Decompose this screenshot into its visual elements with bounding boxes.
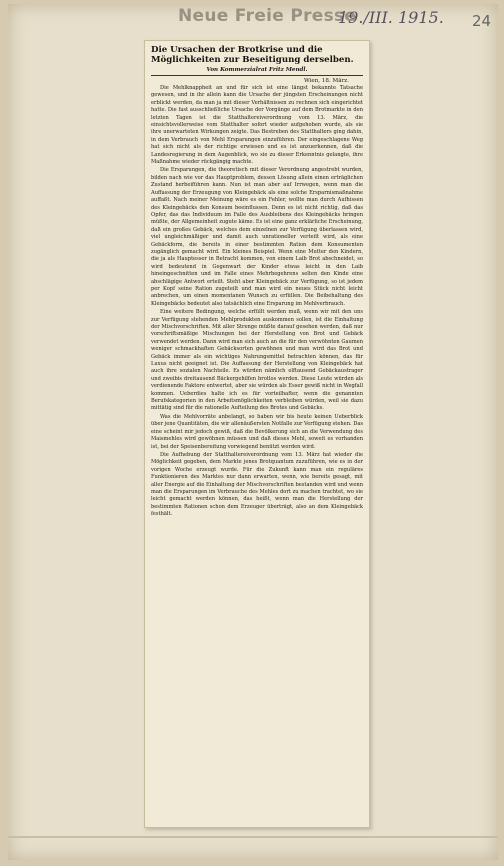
divider [151,75,363,76]
article-paragraph: Die Aufhebung der Statthaltereiverordnung vom 13. März hat wieder die Möglichkeit gegeben, dem Markte jenes Brotquantum zuzuführen, wie es in der vorigen Woche erzeugt wurde. Für die Zukunft kann man ein reguläres Funktionieren des Marktes nur dann erwarten, wenn, wie bereits gesagt, mit aller Energie auf die Einhaltung der Mischvorschriften bestanden wird und wenn man die Ersparungen im Verbrauche des Mehles dort zu machen trachtet, wo sie leicht gemacht werden können, das heißt, wenn man die Herstellung der bestimmten Rationen schon dem Erzeuger überträgt, also an dem Kleingebäck festhält. [151,451,363,518]
article-paragraph: Eine weitere Bedingung, welche erfüllt werden muß, wenn wir mit den uns zur Verfügung stehenden Mehlprodukten auskommen sollen, ist die Einhaltung der Mischvorschriften. Mit aller Strenge müßte darauf gesehen werden, daß nur vorschriftsmäßige Mischungen bei der Herstellung von Brot und Gebäck verwendet werden. Dann wird man sich auch an die für den verwöhnten Gaumen weniger schmackhaften Gebäcksorten gewöhnen und man wird das Brot und Gebäck immer als ein wichtiges Nahrungsmittel betrachten können, das für Luxus nicht geeignet ist. Die Auffassung der Herstellung von Kleingebäck hat auch ihre sozialen Nachteile. Es würden nämlich elftausend Gebäckaustrager und zweibis dreitausend Bäckergehilfen brotlos werden. Diese Leute würden als verdienende Faktore entwertet, aber sie würden als Esser gewiß nicht in Wegfall kommen. Ueberdies halte ich es für vorteilhafter, wenn die genannten Berufskategorien in den Arbeitsmöglichkeiten verbleiben würden, weil sie dazu mittätig sind für die rationelle Aufteilung des Brotes und Gebäcks. [151,309,363,412]
newspaper-clipping [144,40,370,828]
article-paragraph: Was die Mehlvorräte anbelangt, so haben wir bis heute keinen Ueberblick über jene Quantitäten, die wir allenäußersten Notfalle zur Verfügung stehen. Das eine scheint mir jedoch gewiß, daß die Bevölkerung sich an die Verwendung des Maismehles wird gewöhnen müssen und daß dieses Mehl, soweit es vorhanden ist, bei der Speisenbereitung vorwiegend benützt werden wird. [151,413,363,450]
article-headline: Die Ursachen der Brotkrise und die Möglichkeiten zur Beseitigung derselben. [151,45,354,65]
newspaper-masthead: Neue Freie Presse [178,6,357,26]
page-number: 24 [472,12,492,30]
sheet-bottom-edge [8,836,498,838]
article-paragraph: Die Ersparungen, die theoretisch mit dieser Verordnung angestrebt wurden, bilden nach wie vor das Hauptproblem, dessen Lösung allein einen erträglichen Zustand herbeiführen kann. Nun ist man aber auf Irrwegen, wenn man die Auffassung der Erzeugung von Kleingebäck als eine solche Ersparnismaßnahme auffaßt. Nach meiner Meinung wäre es ein Fehler, wollte man durch Aufhissen des Kleingebäcks den Konsum beeinflussen. Denn es ist nicht richtig, daß das Opfer, das das Individuum im Falle des Ausbleibens des Kleingebäcks bringen müßte, der Allgemeinheit zugute käme. Es ist eine ganz erklärliche Erscheinung, daß ein großes Gebäck, welches dem einzelnen zur Verfügung überlassen wird, viel ungleichmäßiger und damit auch unrationeller verteilt wird, als eine Gebäckform, die bereits in einer bestimmten Ration dem Konsumenten zugänglich gemacht wird. Ein kleines Beispiel. Wenn eine Mutter den Kindern, die ja als Hauptesser in Betracht kommen, von einem Laib Brot abschneidet, so wird bedeutend in Gegenwart der Kinder etwas leicht in den Laib hineingeschnitten und im Falle eines Mehrbegehrens selten den Kinde eine abschlägige Antwort erteilt. Steht aber Kleingebäck zur Verfügung, so ist jedem per Kopf seine Ration zugeteilt und man wird ein neues Stück nicht leicht anbrechen, um einen momentanen Wunsch zu erfüllen. Die Beibehaltung des Kleingebäcks bedeutet also tatsächlich eine Ersparung im Mehlverbrauch. [151,167,363,307]
article-byline: Von Kommerzialrat Fritz Mendl. [206,67,308,73]
handwritten-date: 19./III. 1915. [338,8,444,27]
article-dateline: Wien, 18. März. [303,78,349,84]
article-paragraph: Die Mehlknappheit an und für sich ist eine längst bekannte Tatsache gewesen, und in ihr allein kann die Ursache der jüngsten Erscheinungen nicht erblickt werden, da man ja mit dieser Verhältnissen zu rechnen sich eingerichtet hatte. Die fast ausschließliche Ursache der Vorgänge auf dem Brotmarkte in den letzten Tagen ist die Statthaltereiverordnung vom 13. März, die einsichtsvollerweise vom Statthalter sofort wieder aufgehoben wurde, als sie ihre unerwarteten Wirkungen zeigte. Das Bestreben des Statthalters ging dahin, in dem Verbrauch von Mehl Ersparungen einzuführen. Der eingeschlagene Weg hat sich nicht als der richtige erwiesen und es ist anzuerkennen, daß die Landesregierung in dem Augenblick, wo sie zu dieser Erkenntnis gelangte, ihre Maßnahme wieder rückgängig machte. [151,85,363,166]
